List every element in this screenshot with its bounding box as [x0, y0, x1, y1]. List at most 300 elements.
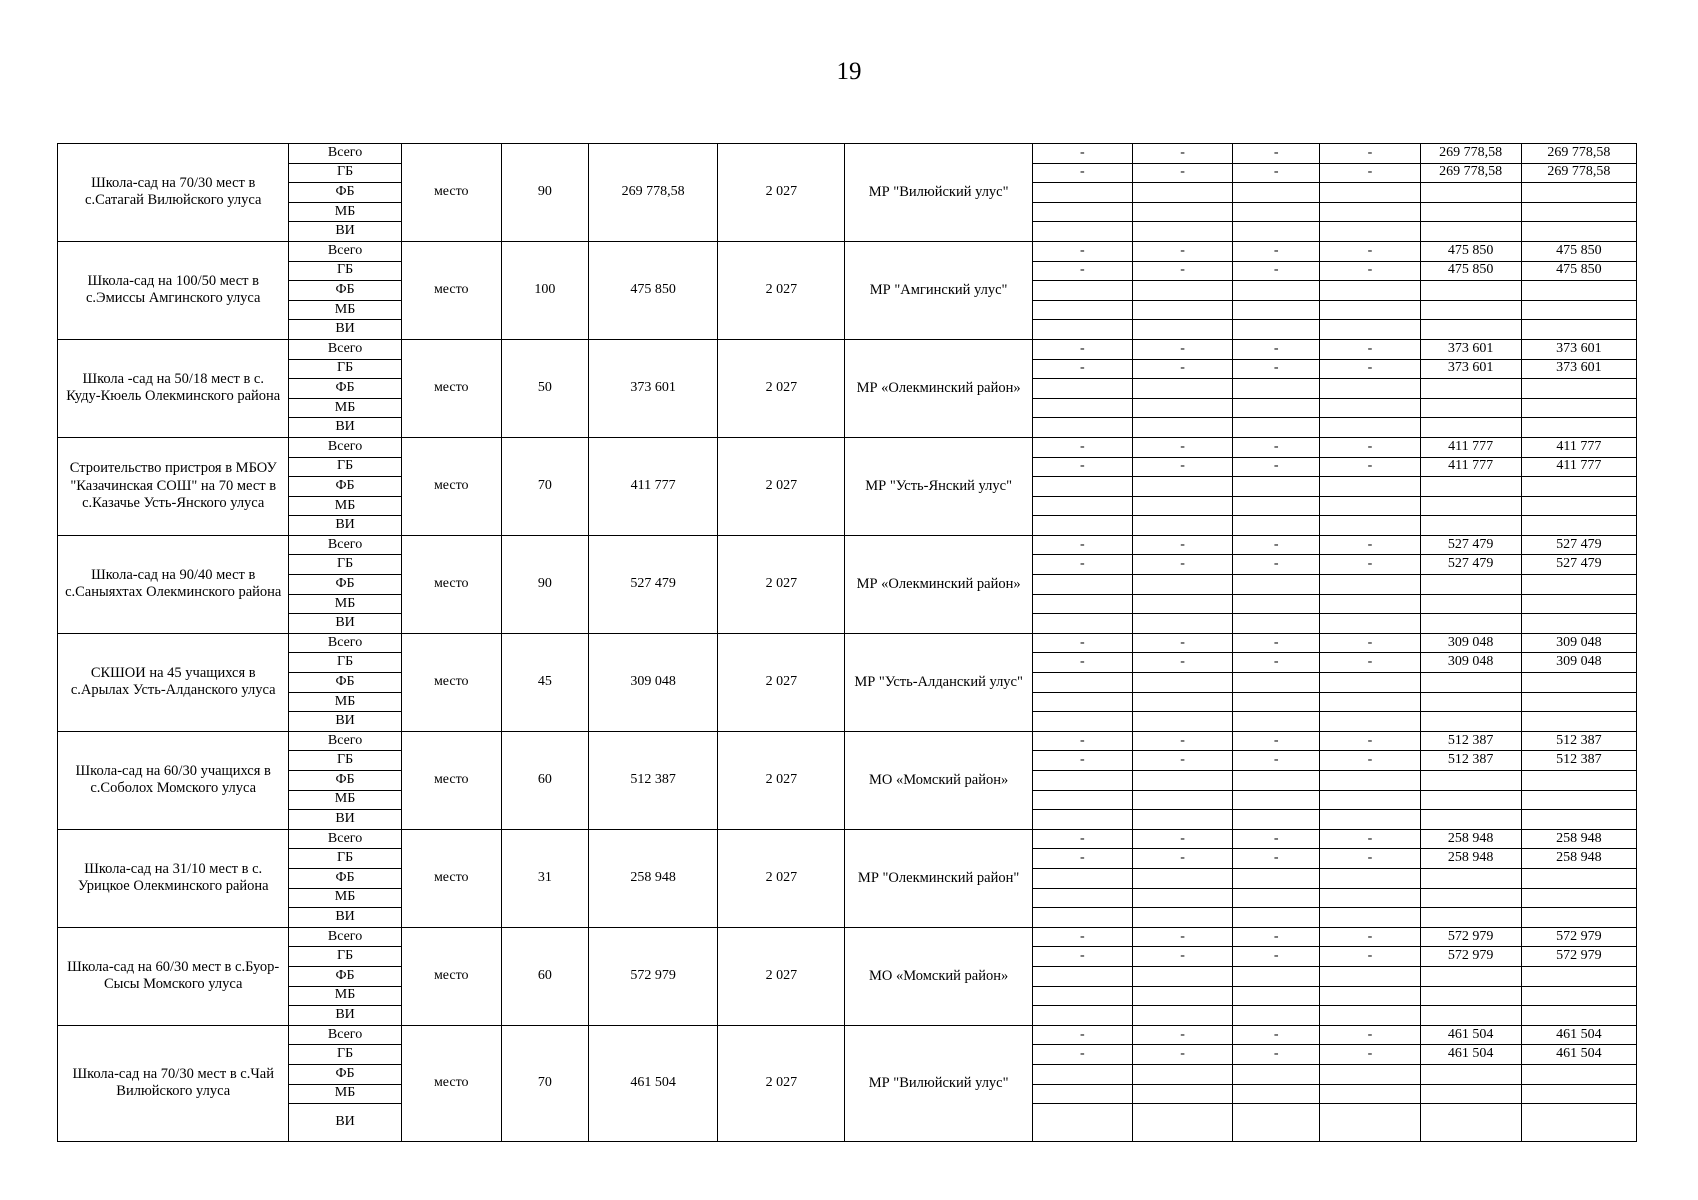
finance-source: ФБ — [289, 673, 401, 693]
dash-cell: - — [1320, 339, 1420, 359]
finance-source: Всего — [289, 1025, 401, 1045]
finance-source: ФБ — [289, 966, 401, 986]
finance-source: Всего — [289, 241, 401, 261]
page-number: 19 — [836, 58, 862, 85]
dash-cell: - — [1320, 535, 1420, 555]
dash-cell: - — [1132, 261, 1232, 281]
finance-source: Всего — [289, 144, 401, 164]
dash-cell: - — [1320, 653, 1420, 673]
empty-cell — [1320, 183, 1420, 203]
dash-cell: - — [1132, 555, 1232, 575]
capacity: 60 — [501, 927, 588, 1025]
owner: МР "Вилюйский улус" — [845, 144, 1032, 242]
empty-cell — [1420, 300, 1521, 320]
owner: МР "Усть-Янский улус" — [845, 437, 1032, 535]
empty-cell — [1320, 418, 1420, 438]
table-row — [58, 535, 1637, 555]
empty-cell — [1032, 202, 1132, 222]
dash-cell: - — [1132, 653, 1232, 673]
empty-cell — [1320, 673, 1420, 693]
empty-cell — [1132, 222, 1232, 242]
empty-cell — [1420, 771, 1521, 791]
dash-cell: - — [1132, 339, 1232, 359]
dash-cell: - — [1032, 339, 1132, 359]
completion-year: 2 027 — [718, 339, 845, 437]
owner: МР «Олекминский район» — [845, 535, 1032, 633]
empty-cell — [1420, 594, 1521, 614]
finance-source: ФБ — [289, 281, 401, 301]
unit: место — [401, 339, 501, 437]
amount-cell: 258 948 — [1521, 849, 1636, 869]
amount-cell: 411 777 — [1420, 457, 1521, 477]
finance-source: МБ — [289, 1084, 401, 1104]
empty-cell — [1521, 300, 1636, 320]
empty-cell — [1233, 575, 1320, 595]
empty-cell — [1032, 888, 1132, 908]
empty-cell — [1521, 418, 1636, 438]
dash-cell: - — [1032, 261, 1132, 281]
empty-cell — [1132, 692, 1232, 712]
dash-cell: - — [1032, 163, 1132, 183]
empty-cell — [1132, 418, 1232, 438]
empty-cell — [1032, 379, 1132, 399]
empty-cell — [1032, 986, 1132, 1006]
amount-cell: 512 387 — [1521, 731, 1636, 751]
dash-cell: - — [1233, 359, 1320, 379]
finance-source: МБ — [289, 300, 401, 320]
amount-cell: 475 850 — [1420, 261, 1521, 281]
empty-cell — [1032, 516, 1132, 536]
dash-cell: - — [1132, 437, 1232, 457]
empty-cell — [1233, 790, 1320, 810]
empty-cell — [1132, 477, 1232, 497]
empty-cell — [1320, 810, 1420, 830]
completion-year: 2 027 — [718, 1025, 845, 1141]
dash-cell: - — [1233, 731, 1320, 751]
finance-source: Всего — [289, 437, 401, 457]
empty-cell — [1132, 790, 1232, 810]
empty-cell — [1233, 868, 1320, 888]
dash-cell: - — [1032, 1025, 1132, 1045]
unit: место — [401, 241, 501, 339]
empty-cell — [1032, 398, 1132, 418]
empty-cell — [1032, 673, 1132, 693]
empty-cell — [1521, 692, 1636, 712]
amount-cell: 527 479 — [1420, 535, 1521, 555]
owner: МР "Усть-Алданский улус" — [845, 633, 1032, 731]
empty-cell — [1233, 320, 1320, 340]
empty-cell — [1420, 888, 1521, 908]
amount-cell: 309 048 — [1420, 653, 1521, 673]
amount-cell: 475 850 — [1521, 241, 1636, 261]
finance-source: ФБ — [289, 771, 401, 791]
empty-cell — [1521, 516, 1636, 536]
empty-cell — [1320, 966, 1420, 986]
empty-cell — [1032, 477, 1132, 497]
capacity: 60 — [501, 731, 588, 829]
empty-cell — [1420, 966, 1521, 986]
empty-cell — [1233, 594, 1320, 614]
empty-cell — [1521, 771, 1636, 791]
empty-cell — [1233, 379, 1320, 399]
dash-cell: - — [1233, 437, 1320, 457]
empty-cell — [1320, 575, 1420, 595]
dash-cell: - — [1032, 731, 1132, 751]
empty-cell — [1032, 1104, 1132, 1142]
empty-cell — [1420, 183, 1521, 203]
completion-year: 2 027 — [718, 535, 845, 633]
capacity: 90 — [501, 144, 588, 242]
empty-cell — [1521, 1084, 1636, 1104]
finance-source: Всего — [289, 927, 401, 947]
empty-cell — [1420, 575, 1521, 595]
empty-cell — [1320, 986, 1420, 1006]
dash-cell: - — [1132, 1045, 1232, 1065]
table-row — [58, 633, 1637, 653]
dash-cell: - — [1233, 653, 1320, 673]
dash-cell: - — [1320, 927, 1420, 947]
empty-cell — [1132, 1064, 1232, 1084]
empty-cell — [1032, 281, 1132, 301]
dash-cell: - — [1233, 163, 1320, 183]
dash-cell: - — [1032, 535, 1132, 555]
empty-cell — [1320, 614, 1420, 634]
empty-cell — [1320, 692, 1420, 712]
empty-cell — [1132, 281, 1232, 301]
estimated-cost: 258 948 — [588, 829, 717, 927]
completion-year: 2 027 — [718, 829, 845, 927]
finance-source: ГБ — [289, 457, 401, 477]
estimated-cost: 461 504 — [588, 1025, 717, 1141]
dash-cell: - — [1233, 535, 1320, 555]
dash-cell: - — [1132, 633, 1232, 653]
dash-cell: - — [1132, 927, 1232, 947]
dash-cell: - — [1320, 457, 1420, 477]
dash-cell: - — [1032, 947, 1132, 967]
empty-cell — [1521, 594, 1636, 614]
empty-cell — [1320, 1006, 1420, 1026]
empty-cell — [1521, 183, 1636, 203]
amount-cell: 461 504 — [1420, 1025, 1521, 1045]
finance-source: ГБ — [289, 751, 401, 771]
empty-cell — [1032, 418, 1132, 438]
empty-cell — [1320, 222, 1420, 242]
finance-source: ГБ — [289, 653, 401, 673]
dash-cell: - — [1233, 261, 1320, 281]
finance-source: ФБ — [289, 183, 401, 203]
empty-cell — [1420, 1104, 1521, 1142]
object-name: Школа-сад на 70/30 мест в с.Чай Вилюйского улуса — [58, 1025, 289, 1141]
empty-cell — [1032, 496, 1132, 516]
empty-cell — [1420, 1006, 1521, 1026]
empty-cell — [1320, 1104, 1420, 1142]
dash-cell: - — [1233, 751, 1320, 771]
empty-cell — [1032, 1084, 1132, 1104]
object-name: Школа-сад на 90/40 мест в с.Саныяхтах Олекминского района — [58, 535, 289, 633]
finance-source: ВИ — [289, 320, 401, 340]
empty-cell — [1132, 986, 1232, 1006]
empty-cell — [1521, 477, 1636, 497]
unit: место — [401, 144, 501, 242]
object-name: Школа-сад на 70/30 мест в с.Сатагай Вилюйского улуса — [58, 144, 289, 242]
empty-cell — [1420, 868, 1521, 888]
dash-cell: - — [1320, 1025, 1420, 1045]
dash-cell: - — [1032, 241, 1132, 261]
empty-cell — [1521, 1064, 1636, 1084]
completion-year: 2 027 — [718, 633, 845, 731]
amount-cell: 309 048 — [1521, 653, 1636, 673]
dash-cell: - — [1032, 653, 1132, 673]
owner: МР "Олекминский район" — [845, 829, 1032, 927]
empty-cell — [1521, 202, 1636, 222]
empty-cell — [1521, 575, 1636, 595]
dash-cell: - — [1032, 457, 1132, 477]
estimated-cost: 475 850 — [588, 241, 717, 339]
finance-source: ГБ — [289, 947, 401, 967]
empty-cell — [1032, 712, 1132, 732]
empty-cell — [1032, 1006, 1132, 1026]
unit: место — [401, 1025, 501, 1141]
finance-source: МБ — [289, 496, 401, 516]
amount-cell: 373 601 — [1420, 339, 1521, 359]
amount-cell: 269 778,58 — [1521, 144, 1636, 164]
finance-source: Всего — [289, 633, 401, 653]
dash-cell: - — [1032, 144, 1132, 164]
empty-cell — [1233, 418, 1320, 438]
empty-cell — [1420, 222, 1521, 242]
empty-cell — [1233, 202, 1320, 222]
dash-cell: - — [1032, 829, 1132, 849]
unit: место — [401, 829, 501, 927]
finance-source: Всего — [289, 535, 401, 555]
empty-cell — [1521, 398, 1636, 418]
capacity: 70 — [501, 437, 588, 535]
empty-cell — [1420, 692, 1521, 712]
empty-cell — [1420, 614, 1521, 634]
owner: МО «Момский район» — [845, 731, 1032, 829]
amount-cell: 527 479 — [1420, 555, 1521, 575]
capacity: 70 — [501, 1025, 588, 1141]
owner: МР "Амгинский улус" — [845, 241, 1032, 339]
amount-cell: 411 777 — [1521, 457, 1636, 477]
amount-cell: 373 601 — [1521, 339, 1636, 359]
table-row — [58, 927, 1637, 947]
empty-cell — [1032, 575, 1132, 595]
amount-cell: 572 979 — [1420, 947, 1521, 967]
empty-cell — [1233, 281, 1320, 301]
empty-cell — [1032, 868, 1132, 888]
finance-source: МБ — [289, 888, 401, 908]
empty-cell — [1320, 868, 1420, 888]
dash-cell: - — [1032, 437, 1132, 457]
empty-cell — [1320, 908, 1420, 928]
empty-cell — [1420, 673, 1521, 693]
amount-cell: 572 979 — [1521, 947, 1636, 967]
empty-cell — [1132, 673, 1232, 693]
empty-cell — [1320, 594, 1420, 614]
dash-cell: - — [1233, 633, 1320, 653]
amount-cell: 309 048 — [1521, 633, 1636, 653]
finance-source: ВИ — [289, 712, 401, 732]
empty-cell — [1320, 1064, 1420, 1084]
empty-cell — [1132, 300, 1232, 320]
finance-source: ВИ — [289, 516, 401, 536]
object-name: Школа -сад на 50/18 мест в с. Куду-Кюель Олекминского района — [58, 339, 289, 437]
owner: МР "Вилюйский улус" — [845, 1025, 1032, 1141]
dash-cell: - — [1132, 163, 1232, 183]
empty-cell — [1032, 790, 1132, 810]
empty-cell — [1320, 712, 1420, 732]
empty-cell — [1233, 614, 1320, 634]
dash-cell: - — [1132, 731, 1232, 751]
completion-year: 2 027 — [718, 731, 845, 829]
empty-cell — [1132, 888, 1232, 908]
owner: МО «Момский район» — [845, 927, 1032, 1025]
empty-cell — [1233, 222, 1320, 242]
empty-cell — [1420, 202, 1521, 222]
empty-cell — [1132, 575, 1232, 595]
empty-cell — [1233, 673, 1320, 693]
dash-cell: - — [1132, 535, 1232, 555]
finance-source: Всего — [289, 731, 401, 751]
dash-cell: - — [1032, 1045, 1132, 1065]
empty-cell — [1032, 183, 1132, 203]
table-row — [58, 1025, 1637, 1045]
empty-cell — [1420, 986, 1521, 1006]
empty-cell — [1132, 1104, 1232, 1142]
estimated-cost: 512 387 — [588, 731, 717, 829]
empty-cell — [1132, 320, 1232, 340]
empty-cell — [1521, 712, 1636, 732]
amount-cell: 572 979 — [1420, 927, 1521, 947]
empty-cell — [1521, 868, 1636, 888]
dash-cell: - — [1233, 241, 1320, 261]
empty-cell — [1420, 496, 1521, 516]
empty-cell — [1521, 1104, 1636, 1142]
finance-source: МБ — [289, 398, 401, 418]
table-row — [58, 339, 1637, 359]
capacity: 100 — [501, 241, 588, 339]
amount-cell: 461 504 — [1420, 1045, 1521, 1065]
dash-cell: - — [1320, 1045, 1420, 1065]
dash-cell: - — [1320, 261, 1420, 281]
empty-cell — [1032, 320, 1132, 340]
dash-cell: - — [1233, 1025, 1320, 1045]
finance-source: ФБ — [289, 477, 401, 497]
empty-cell — [1233, 1064, 1320, 1084]
dash-cell: - — [1032, 927, 1132, 947]
finance-source: ГБ — [289, 1045, 401, 1065]
empty-cell — [1032, 908, 1132, 928]
capacity: 50 — [501, 339, 588, 437]
empty-cell — [1320, 477, 1420, 497]
unit: место — [401, 633, 501, 731]
empty-cell — [1420, 379, 1521, 399]
finance-source: ГБ — [289, 163, 401, 183]
empty-cell — [1420, 477, 1521, 497]
completion-year: 2 027 — [718, 927, 845, 1025]
empty-cell — [1233, 712, 1320, 732]
empty-cell — [1233, 1084, 1320, 1104]
table-row — [58, 144, 1637, 164]
empty-cell — [1420, 320, 1521, 340]
empty-cell — [1132, 496, 1232, 516]
amount-cell: 475 850 — [1420, 241, 1521, 261]
empty-cell — [1420, 1084, 1521, 1104]
empty-cell — [1320, 1084, 1420, 1104]
finance-source: ВИ — [289, 908, 401, 928]
empty-cell — [1132, 398, 1232, 418]
empty-cell — [1233, 300, 1320, 320]
dash-cell: - — [1233, 144, 1320, 164]
capacity: 45 — [501, 633, 588, 731]
dash-cell: - — [1132, 359, 1232, 379]
table-row — [58, 241, 1637, 261]
dash-cell: - — [1132, 241, 1232, 261]
amount-cell: 475 850 — [1521, 261, 1636, 281]
investment-objects-table — [57, 143, 1637, 1142]
amount-cell: 309 048 — [1420, 633, 1521, 653]
empty-cell — [1032, 966, 1132, 986]
empty-cell — [1132, 966, 1232, 986]
empty-cell — [1132, 516, 1232, 536]
dash-cell: - — [1233, 1045, 1320, 1065]
empty-cell — [1233, 692, 1320, 712]
empty-cell — [1420, 398, 1521, 418]
empty-cell — [1233, 477, 1320, 497]
amount-cell: 269 778,58 — [1521, 163, 1636, 183]
empty-cell — [1032, 810, 1132, 830]
empty-cell — [1320, 320, 1420, 340]
unit: место — [401, 927, 501, 1025]
empty-cell — [1521, 673, 1636, 693]
estimated-cost: 527 479 — [588, 535, 717, 633]
finance-source: ВИ — [289, 418, 401, 438]
unit: место — [401, 731, 501, 829]
empty-cell — [1320, 496, 1420, 516]
finance-source: ФБ — [289, 575, 401, 595]
empty-cell — [1233, 810, 1320, 830]
empty-cell — [1320, 888, 1420, 908]
amount-cell: 258 948 — [1420, 829, 1521, 849]
empty-cell — [1320, 202, 1420, 222]
empty-cell — [1320, 379, 1420, 399]
empty-cell — [1132, 183, 1232, 203]
finance-source: Всего — [289, 339, 401, 359]
finance-source: Всего — [289, 829, 401, 849]
empty-cell — [1521, 379, 1636, 399]
dash-cell: - — [1233, 947, 1320, 967]
empty-cell — [1521, 1006, 1636, 1026]
empty-cell — [1132, 810, 1232, 830]
amount-cell: 411 777 — [1420, 437, 1521, 457]
completion-year: 2 027 — [718, 437, 845, 535]
dash-cell: - — [1233, 339, 1320, 359]
empty-cell — [1320, 300, 1420, 320]
amount-cell: 269 778,58 — [1420, 163, 1521, 183]
dash-cell: - — [1320, 163, 1420, 183]
empty-cell — [1320, 281, 1420, 301]
dash-cell: - — [1032, 555, 1132, 575]
amount-cell: 512 387 — [1521, 751, 1636, 771]
amount-cell: 527 479 — [1521, 535, 1636, 555]
amount-cell: 527 479 — [1521, 555, 1636, 575]
empty-cell — [1132, 771, 1232, 791]
dash-cell: - — [1132, 1025, 1232, 1045]
empty-cell — [1032, 1064, 1132, 1084]
finance-source: ГБ — [289, 555, 401, 575]
dash-cell: - — [1320, 633, 1420, 653]
